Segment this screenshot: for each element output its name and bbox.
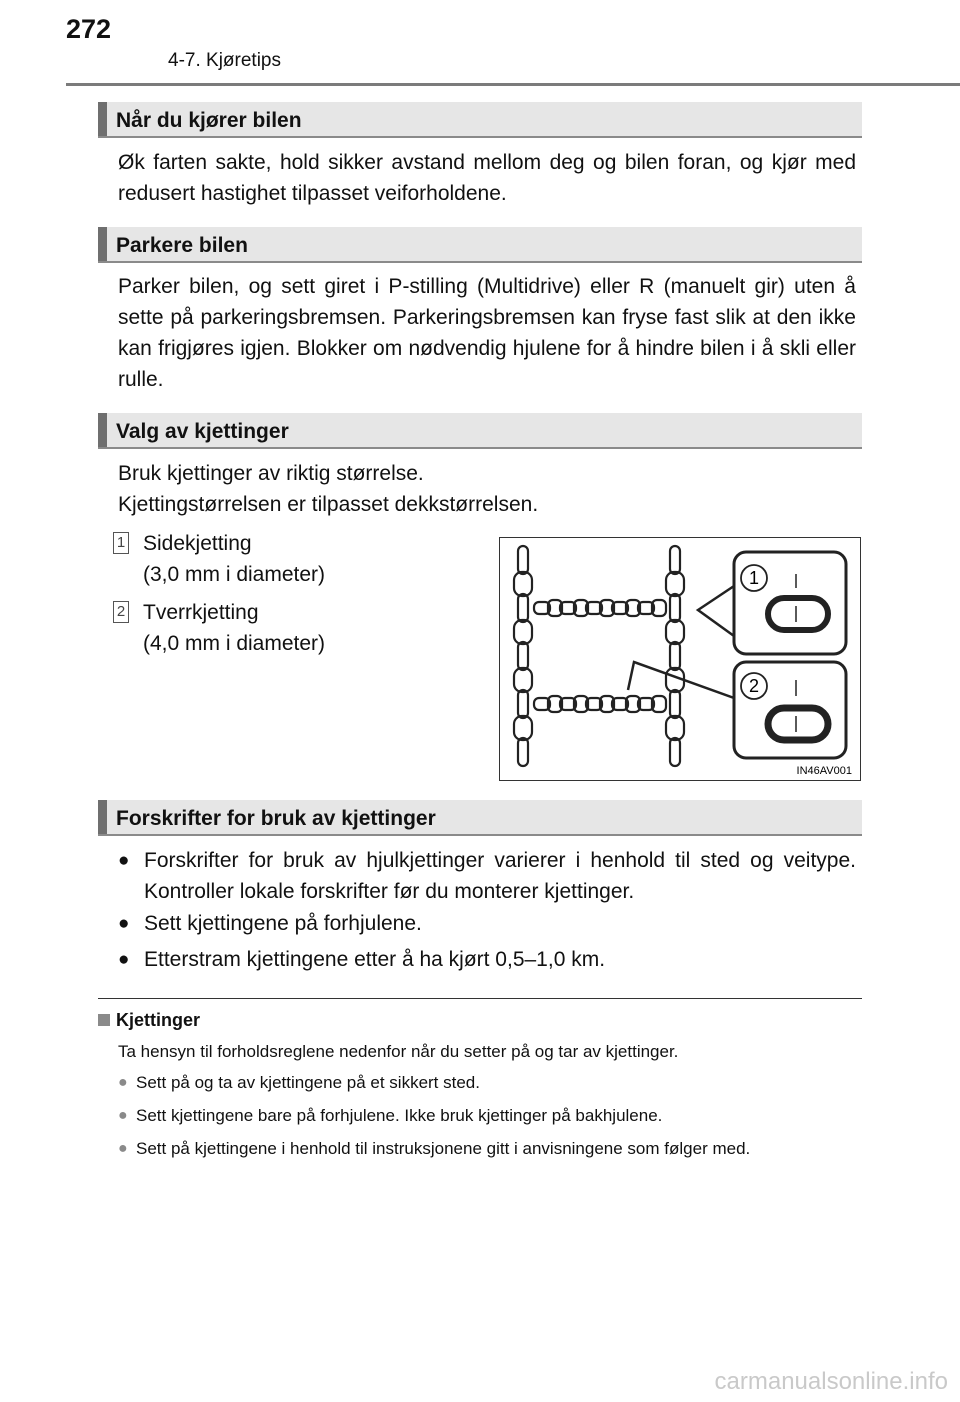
bullet-text: Sett på kjettingene i henhold til instruksjonene gitt i anvisningene som følger med.: [136, 1139, 751, 1158]
chain-illustration: [499, 537, 861, 781]
callout-number-2: 2: [748, 676, 760, 696]
item-text: [143, 597, 325, 659]
watermark: carmanualsonline.info: [714, 1368, 948, 1395]
heading-text: Når du kjører bilen: [116, 109, 302, 132]
notes-intro: Ta hensyn til forholdsreglene nedenfor når du setter på og tar av kjettinger.: [118, 1042, 679, 1061]
running-title: 4-7. Kjøretips: [168, 50, 281, 71]
bullet-text: Forskrifter for bruk av hjulkjettinger varierer i henhold til sted og veitype. Kontroller lokale forskrifter før du monterer kjettinger.: [144, 849, 856, 903]
bullet-dot: ●: [118, 913, 130, 934]
notes-divider: [98, 998, 862, 999]
item-number-badge: 2: [113, 601, 129, 623]
paragraph-parking: Parker bilen, og sett giret i P-stilling (Multidrive) eller R (manuelt gir) uten å sette på parkeringsbremsen. Parkeringsbremsen kan fryse fast slik at den ikke kan frigjøres igjen. Blokker om nødvendig hjulene for å hindre bilen i å skli eller rulle.: [118, 275, 856, 391]
regulation-bullet: [118, 845, 856, 907]
notes-heading-text: Kjettinger: [116, 1010, 201, 1030]
page-number: 272: [66, 14, 112, 44]
heading-bar: [98, 800, 107, 834]
item-line-2: (4,0 mm i diameter): [143, 632, 326, 655]
bullet-dot: ●: [118, 1107, 128, 1124]
heading-bar: [98, 413, 107, 447]
item-line-1: Tverrkjetting: [143, 601, 259, 624]
regulation-bullet: [118, 908, 856, 939]
bullet-dot: ●: [118, 850, 130, 871]
heading-bar: [98, 227, 107, 261]
bullet-dot: ●: [118, 1074, 128, 1091]
notes-heading: [98, 1010, 200, 1031]
square-bullet-icon: [98, 1014, 110, 1026]
bullet-dot: ●: [118, 949, 130, 970]
bullet-text: Etterstram kjettingene etter å ha kjørt 0,5–1,0 km.: [144, 948, 606, 971]
section-heading-regulations: [98, 800, 862, 836]
heading-text: Forskrifter for bruk av kjettinger: [116, 807, 436, 830]
regulation-bullet: [118, 944, 856, 975]
chain-drawing: [500, 538, 860, 780]
heading-text: Valg av kjettinger: [116, 420, 289, 443]
section-heading-driving: [98, 102, 862, 138]
bullet-text: Sett kjettingene bare på forhjulene. Ikke bruk kjettinger på bakhjulene.: [136, 1106, 663, 1125]
heading-bar: [98, 102, 107, 136]
item-number-badge: 1: [113, 532, 129, 554]
item-line-1: Sidekjetting: [143, 532, 252, 555]
callout-pointer-1: [698, 586, 734, 636]
chain-size-line-2: Kjettingstørrelsen er tilpasset dekkstørrelsen.: [118, 493, 539, 516]
header-rule: [66, 83, 960, 86]
callout-number-1: 1: [748, 568, 760, 588]
cross-chain-lower: [534, 696, 666, 712]
item-text: [143, 528, 325, 590]
paragraph-chain-size: [118, 458, 856, 520]
section-heading-parking: [98, 227, 862, 263]
paragraph-driving: Øk farten sakte, hold sikker avstand mellom deg og bilen foran, og kjør med redusert hastighet tilpasset veiforholdene.: [118, 151, 856, 205]
heading-text: Parkere bilen: [116, 234, 248, 257]
side-chain-right: [666, 546, 684, 766]
bullet-dot: ●: [118, 1140, 128, 1157]
bullet-text: Sett på og ta av kjettingene på et sikkert sted.: [136, 1073, 480, 1092]
item-line-2: (3,0 mm i diameter): [143, 563, 326, 586]
note-bullet: [118, 1104, 862, 1127]
chain-size-line-1: Bruk kjettinger av riktig størrelse.: [118, 462, 424, 485]
cross-chain-upper: [534, 600, 666, 616]
note-bullet: [118, 1071, 862, 1094]
note-bullet: [118, 1137, 862, 1160]
section-heading-chain-choice: [98, 413, 862, 449]
bullet-text: Sett kjettingene på forhjulene.: [144, 912, 422, 935]
figure-code: IN46AV001: [796, 765, 852, 777]
side-chain-left: [514, 546, 532, 766]
